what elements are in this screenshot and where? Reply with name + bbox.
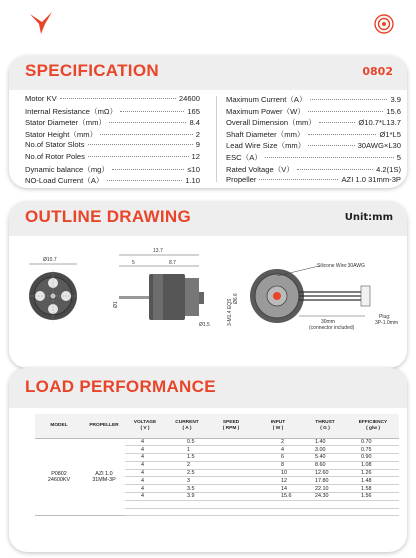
header-input: INPUT ( W ) — [253, 414, 303, 438]
load-performance-table — [35, 414, 399, 516]
spec-label: No.of Stator Slots — [25, 140, 85, 150]
cell-voltage: 4 — [125, 493, 165, 501]
spec-column-left — [25, 94, 200, 187]
spec-label: Propeller — [226, 175, 257, 185]
cell-speed — [209, 461, 253, 469]
cell-current: 3.9 — [165, 493, 209, 501]
spec-row-right — [226, 164, 401, 176]
cell-current: 3.5 — [165, 485, 209, 493]
front-view — [29, 257, 77, 322]
cell-efficiency: 1.26 — [347, 469, 399, 477]
spec-row-left — [25, 140, 200, 152]
cell-input — [253, 508, 303, 516]
cell-input — [253, 500, 303, 508]
spec-label: Maximum Power（W） — [226, 106, 305, 116]
spec-label: Motor KV — [25, 94, 57, 103]
spec-row-left — [25, 106, 200, 118]
cell-thrust: 17.80 — [303, 477, 347, 485]
cell-thrust — [303, 500, 347, 508]
spec-leader-dots — [107, 180, 183, 181]
spec-row-right — [226, 140, 401, 152]
load-performance-card — [9, 368, 407, 552]
spec-leader-dots — [308, 111, 383, 112]
cell-speed — [209, 500, 253, 508]
load-title: LOAD PERFORMANCE — [25, 377, 216, 396]
spec-leader-dots — [88, 156, 189, 157]
back-view — [227, 263, 398, 331]
spec-leader-dots — [310, 99, 388, 100]
cell-voltage — [125, 500, 165, 508]
cell-input: 14 — [253, 485, 303, 493]
spec-leader-dots — [88, 144, 193, 145]
cell-voltage: 4 — [125, 461, 165, 469]
spec-leader-dots — [265, 157, 394, 158]
spec-label: Internal Resistance（mΩ） — [25, 106, 118, 116]
spec-label: No.of Rotor Poles — [25, 151, 85, 161]
header-propeller: PROPELLER — [83, 414, 125, 438]
cell-efficiency: 1.58 — [347, 485, 399, 493]
spec-value: 2 — [195, 129, 200, 139]
spec-row-left — [25, 152, 200, 164]
connector-note: (connector included) — [309, 325, 355, 331]
cell-efficiency: 0.70 — [347, 438, 399, 446]
spec-label: NO-Load Current（A） — [25, 176, 104, 186]
spec-label: Overall Dimension（mm） — [226, 118, 316, 128]
spec-value: 8.4 — [189, 118, 200, 128]
cell-speed — [209, 454, 253, 462]
outline-header — [9, 202, 407, 236]
header-model: MODEL — [35, 414, 83, 438]
spec-label: Dynamic balance（mg） — [25, 164, 109, 174]
spec-leader-dots — [319, 122, 355, 123]
cell-voltage: 4 — [125, 454, 165, 462]
target-icon — [374, 14, 394, 34]
spec-row-right — [226, 117, 401, 129]
plug-label: Plug: — [379, 314, 391, 320]
spec-value: 1.10 — [185, 176, 200, 186]
spec-label: Stator Diameter（mm） — [25, 118, 107, 128]
spec-row-left — [25, 175, 200, 187]
cell-current: 2 — [165, 461, 209, 469]
spec-label: Rated Voltage（V） — [226, 164, 294, 174]
silicone-wire-label: Silicone Wire:30AWG — [317, 263, 365, 269]
cell-speed — [209, 485, 253, 493]
cell-current: 1.5 — [165, 454, 209, 462]
spec-row-right — [226, 175, 401, 187]
header-efficiency: EFFICIENCY ( g/w ) — [347, 414, 399, 438]
spec-row-right — [226, 94, 401, 106]
outline-drawing — [9, 236, 407, 368]
cell-speed — [209, 438, 253, 446]
spec-row-right — [226, 152, 401, 164]
spec-value: 4.2(1S) — [376, 164, 401, 174]
spec-label: ESC（A） — [226, 152, 262, 162]
spec-row-right — [226, 106, 401, 118]
cell-input: 12 — [253, 477, 303, 485]
cell-voltage: 4 — [125, 485, 165, 493]
spec-row-left — [25, 164, 200, 176]
spec-column-right — [226, 94, 401, 187]
spec-leader-dots — [297, 169, 373, 170]
spec-leader-dots — [100, 134, 193, 135]
shaft-length-label: 5 — [132, 260, 135, 266]
spec-leader-dots — [308, 134, 377, 135]
cell-input: 4 — [253, 446, 303, 454]
cell-input: 8 — [253, 461, 303, 469]
plug-value: 3P-1.0mm — [375, 320, 399, 326]
model-line2: 24600KV — [47, 476, 71, 483]
model-line1: P0802 — [51, 470, 67, 477]
cell-current — [165, 508, 209, 516]
cell-voltage: 4 — [125, 438, 165, 446]
outline-title: OUTLINE DRAWING — [25, 207, 191, 226]
header-current: CURRENT ( A ) — [165, 414, 209, 438]
cell-speed — [209, 469, 253, 477]
spec-leader-dots — [308, 145, 354, 146]
prop-line2: 31MM-3P — [92, 476, 116, 483]
specification-card — [9, 56, 407, 188]
cell-thrust: 5.40 — [303, 454, 347, 462]
spec-label: Maximum Current（A） — [226, 95, 307, 104]
spec-leader-dots — [259, 179, 338, 180]
model-number: 0802 — [362, 65, 393, 78]
cell-efficiency: 1.48 — [347, 477, 399, 485]
specification-title: SPECIFICATION — [25, 61, 159, 80]
spec-value: 5 — [396, 152, 401, 162]
propeller-cell — [83, 438, 125, 516]
model-cell — [35, 438, 83, 516]
spec-label: Shaft Diameter（mm） — [226, 129, 305, 139]
table-header-row — [35, 414, 399, 438]
cell-speed — [209, 508, 253, 516]
spec-row-left — [25, 94, 200, 106]
spec-value: 30AWG×L30 — [357, 141, 401, 151]
spec-value: ≤10 — [187, 164, 200, 174]
cell-efficiency — [347, 500, 399, 508]
cell-input: 15.6 — [253, 493, 303, 501]
cell-current: 0.5 — [165, 438, 209, 446]
outline-card — [9, 202, 407, 368]
spec-value: 165 — [187, 106, 200, 116]
cell-voltage — [125, 508, 165, 516]
spec-row-left — [25, 129, 200, 141]
cell-thrust: 8.60 — [303, 461, 347, 469]
cell-input: 6 — [253, 454, 303, 462]
cell-input: 2 — [253, 438, 303, 446]
spec-label: Stator Height（mm） — [25, 129, 98, 139]
cell-input: 10 — [253, 469, 303, 477]
body-length-label: 8.7 — [169, 260, 176, 266]
shaft-dia-label: Ø1 — [113, 301, 119, 308]
cell-thrust: 22.10 — [303, 485, 347, 493]
wire-length-label: 30mm — [321, 319, 335, 325]
cell-efficiency: 0.90 — [347, 454, 399, 462]
spec-row-right — [226, 129, 401, 141]
hub-dia-label: Ø1.5 — [199, 322, 210, 328]
cell-voltage: 4 — [125, 477, 165, 485]
spec-value: Ø1*L5 — [379, 129, 401, 139]
header-speed: SPEED ( RPM ) — [209, 414, 253, 438]
length-label: 13.7 — [153, 248, 163, 254]
side-view — [113, 248, 210, 328]
table-row — [35, 438, 399, 446]
header-voltage: VOLTAGE ( V ) — [125, 414, 165, 438]
spec-value: AZI 1.0 31mm-3P — [341, 175, 401, 185]
cell-efficiency: 1.56 — [347, 493, 399, 501]
load-header — [9, 368, 407, 408]
header-thrust: THRUST ( G ) — [303, 414, 347, 438]
front-dia-label: Ø10.7 — [43, 257, 57, 263]
cell-thrust — [303, 508, 347, 516]
cell-voltage: 4 — [125, 446, 165, 454]
prop-line1: AZI 1.0 — [95, 470, 113, 477]
spec-value: 9 — [195, 140, 200, 150]
cell-current: 3 — [165, 477, 209, 485]
cell-voltage: 4 — [125, 469, 165, 477]
spec-leader-dots — [109, 122, 186, 123]
cell-current: 1 — [165, 446, 209, 454]
spec-value: 24600 — [178, 94, 200, 103]
spec-value: 15.6 — [386, 106, 401, 116]
back-dia-label: Ø6.6 — [233, 293, 239, 304]
specification-header — [9, 56, 407, 90]
cell-current: 2.5 — [165, 469, 209, 477]
spec-divider — [216, 96, 217, 182]
spec-leader-dots — [120, 111, 184, 112]
cell-thrust: 1.40 — [303, 438, 347, 446]
cell-efficiency: 0.75 — [347, 446, 399, 454]
unit-label: Unit:mm — [344, 212, 393, 223]
cell-speed — [209, 446, 253, 454]
bird-logo-icon — [28, 10, 54, 36]
spec-leader-dots — [112, 169, 184, 170]
cell-thrust: 12.60 — [303, 469, 347, 477]
cell-speed — [209, 477, 253, 485]
spec-label: Lead Wire Size（mm） — [226, 141, 306, 151]
cell-speed — [209, 493, 253, 501]
cell-efficiency — [347, 508, 399, 516]
spec-value: Ø10.7*L13.7 — [358, 118, 401, 128]
mount-label: 3-M1.4 EQS — [227, 298, 233, 326]
cell-thrust: 3.00 — [303, 446, 347, 454]
cell-efficiency: 1.08 — [347, 461, 399, 469]
spec-value: 3.9 — [390, 95, 401, 104]
cell-current — [165, 500, 209, 508]
cell-thrust: 24.30 — [303, 493, 347, 501]
spec-leader-dots — [60, 98, 176, 99]
spec-row-left — [25, 117, 200, 129]
spec-value: 12 — [191, 151, 200, 161]
